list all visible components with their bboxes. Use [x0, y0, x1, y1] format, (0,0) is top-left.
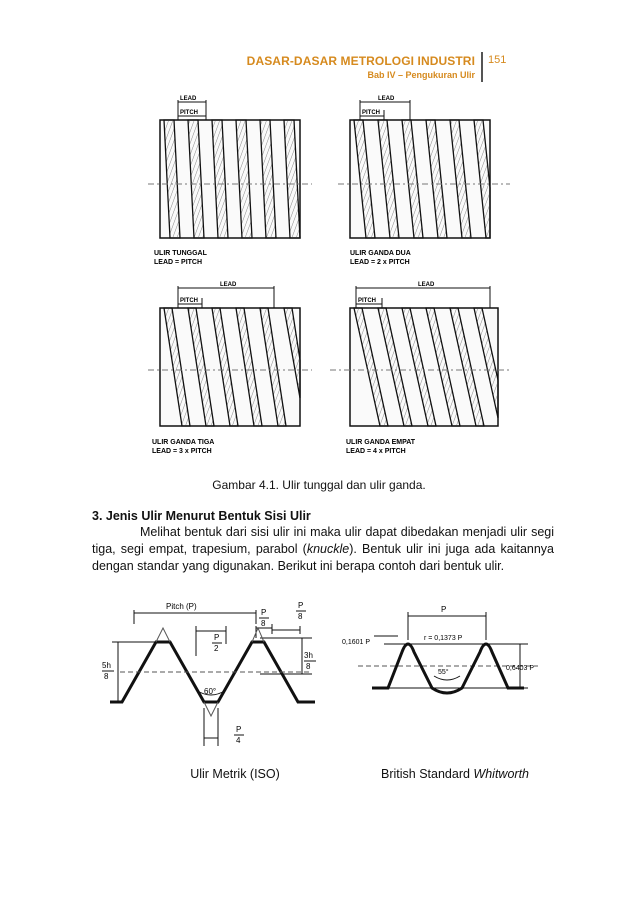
panel-label-1: ULIR GANDA DUA: [350, 250, 411, 257]
panel-label-2: LEAD = PITCH: [154, 259, 203, 266]
pitch-label: PITCH: [180, 110, 198, 116]
pitch-label: PITCH: [362, 110, 380, 116]
section-heading: 3. Jenis Ulir Menurut Bentuk Sisi Ulir: [92, 509, 311, 523]
para-text-a: Melihat bentuk dari sisi ulir ini maka ulir dapat dibedakan menjadi ulir segi tiga, segi empat, trapesium, parabol (: [92, 525, 554, 556]
panel-ulir-ganda-empat: [330, 282, 510, 455]
p-over-8a-bot: 8: [261, 619, 266, 628]
panel-ulir-ganda-tiga: [148, 282, 312, 455]
p-over-2-bot: 2: [214, 644, 219, 653]
angle-55: 55°: [438, 669, 449, 676]
para-text-italic: knuckle: [306, 542, 350, 556]
pitch-p-label: Pitch (P): [166, 602, 197, 611]
panel-label-2: LEAD = 2 x PITCH: [350, 259, 410, 266]
pitch-label: PITCH: [358, 298, 376, 304]
lead-label: LEAD: [220, 282, 237, 288]
panel-ulir-tunggal: [148, 96, 312, 266]
metric-label: Ulir Metrik (ISO): [190, 767, 280, 781]
panel-label-2: LEAD = 4 x PITCH: [346, 448, 406, 455]
panel-label-2: LEAD = 3 x PITCH: [152, 448, 212, 455]
page-number: 151: [488, 54, 507, 66]
panel-label-1: ULIR GANDA TIGA: [152, 439, 215, 446]
panel-label-1: ULIR GANDA EMPAT: [346, 439, 416, 446]
whitworth-label-b: Whitworth: [473, 767, 529, 781]
angle-60: 60°: [204, 687, 217, 696]
lead-label: LEAD: [378, 96, 395, 102]
p-over-8b-top: P: [298, 601, 304, 610]
p-over-8b-bot: 8: [298, 612, 303, 621]
p-over-4-bot: 4: [236, 736, 241, 745]
depth-2-label: 0,6403 P: [506, 665, 535, 672]
thread-figure: [140, 92, 510, 464]
whitworth-label: [360, 767, 550, 781]
lead-label: LEAD: [418, 282, 435, 288]
radius-label: r = 0,1373 P: [424, 635, 463, 642]
panel-label-1: ULIR TUNGGAL: [154, 250, 207, 257]
whitworth-p-label: P: [441, 605, 447, 614]
para-text-b: ). Bentuk ulir ini juga ada kaitannya dengan standar yang digunakan. Berikut ini berapa contoh dari bentuk ulir.: [92, 542, 555, 573]
h3-bot: 8: [306, 662, 311, 671]
metric-thread-diagram: [100, 598, 325, 750]
h5-bot: 8: [104, 672, 109, 681]
pitch-label: PITCH: [180, 298, 198, 304]
p-over-8a-top: P: [261, 608, 267, 617]
section-paragraph: [92, 524, 554, 575]
h3-top: 3h: [304, 651, 313, 660]
whitworth-label-a: British Standard: [381, 767, 474, 781]
whitworth-thread-diagram: [338, 600, 550, 710]
depth-1-label: 0,1601 P: [342, 639, 371, 646]
header-title: DASAR-DASAR METROLOGI INDUSTRI: [246, 54, 475, 68]
header-divider: [481, 52, 483, 82]
p-over-4-top: P: [236, 725, 242, 734]
lead-label: LEAD: [180, 96, 197, 102]
p-over-2-top: P: [214, 633, 220, 642]
panel-ulir-ganda-dua: [338, 96, 510, 266]
h5-top: 5h: [102, 661, 111, 670]
header-subtitle: Bab IV – Pengukuran Ulir: [367, 70, 475, 80]
figure-caption: Gambar 4.1. Ulir tunggal dan ulir ganda.: [212, 478, 426, 492]
